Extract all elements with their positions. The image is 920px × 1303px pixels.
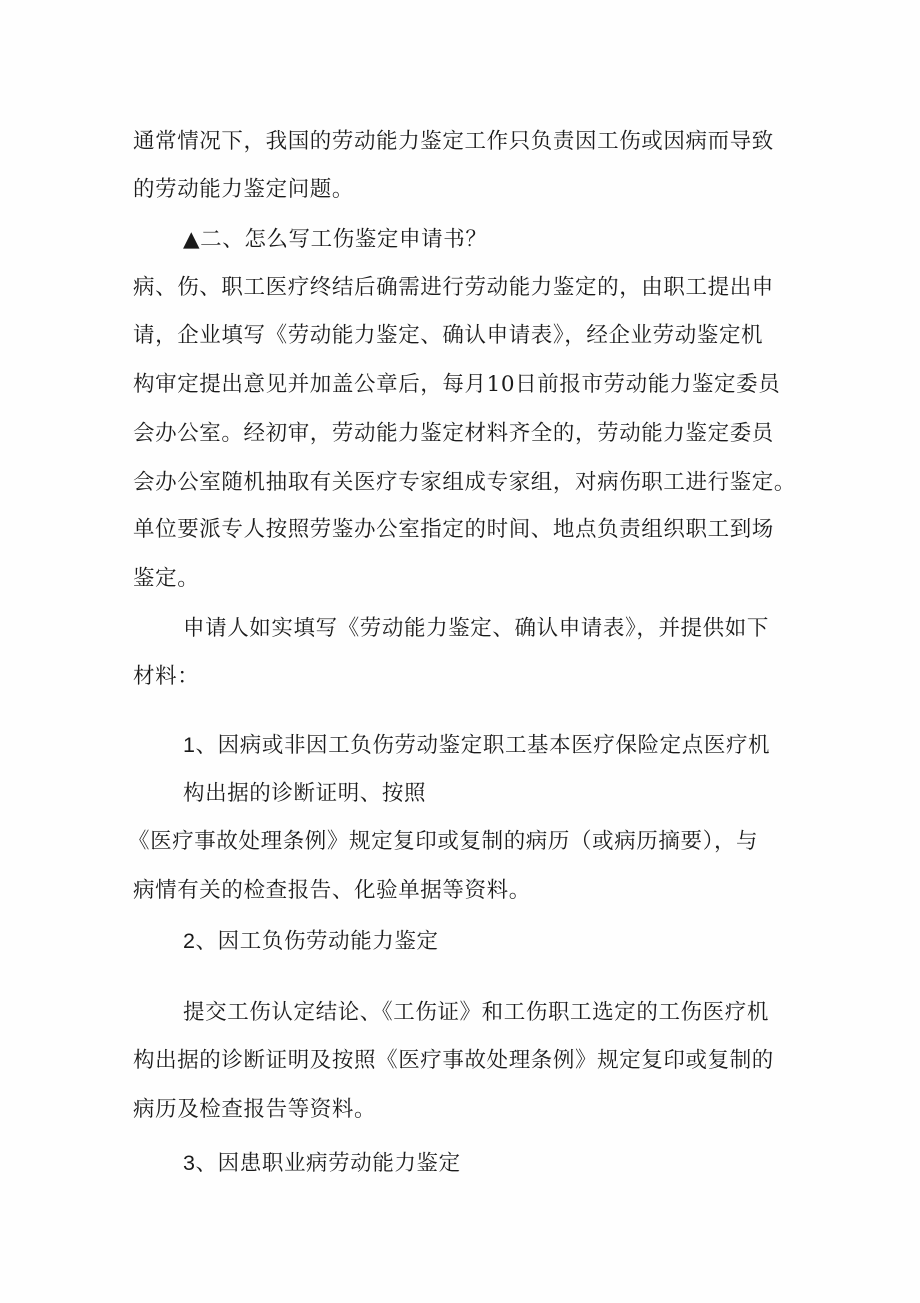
paragraph-line: 的劳动能力鉴定问题。 [133,177,355,202]
paragraph-line: 病历及检查报告等资料。 [133,1097,377,1122]
paragraph-line: 鉴定。 [133,566,200,591]
list-item-3: 3、因患职业病劳动能力鉴定 [183,1151,461,1175]
paragraph-line: 通常情况下，我国的劳动能力鉴定工作只负责因工伤或因病而导致 [133,129,774,154]
paragraph-line: 病情有关的检查报告、化验单据等资料。 [133,878,531,903]
paragraph-line: 申请人如实填写《劳动能力鉴定、确认申请表》，并提供如下 [183,616,769,641]
list-item-2: 2、因工负伤劳动能力鉴定 [183,929,439,953]
paragraph-line: 构审定提出意见并加盖公章后，每月10日前报市劳动能力鉴定委员 [133,372,781,397]
list-item-1: 1、因病或非因工负伤劳动鉴定职工基本医疗保险定点医疗机 [183,733,771,757]
section-heading: ▲二、怎么写工伤鉴定申请书？ [183,227,488,252]
paragraph-line: 会办公室。经初审，劳动能力鉴定材料齐全的，劳动能力鉴定委员 [133,421,774,446]
paragraph-line: 《医疗事故处理条例》规定复印或复制的病历（或病历摘要），与 [128,829,759,854]
paragraph-line: 病、伤、职工医疗终结后确需进行劳动能力鉴定的，由职工提出申 [133,275,774,300]
paragraph-line: 提交工伤认定结论、《工伤证》和工伤职工选定的工伤医疗机 [183,1000,769,1025]
paragraph-line: 请，企业填写《劳动能力鉴定、确认申请表》，经企业劳动鉴定机 [133,323,764,348]
paragraph-line: 单位要派专人按照劳鉴办公室指定的时间、地点负责组织职工到场 [133,517,774,542]
paragraph-line: 构出据的诊断证明及按照《医疗事故处理条例》规定复印或复制的 [133,1048,774,1073]
paragraph-line: 会办公室随机抽取有关医疗专家组成专家组，对病伤职工进行鉴定。 [133,470,797,495]
paragraph-line: 材料： [133,664,200,689]
list-item-1-continued: 构出据的诊断证明、按照 [183,781,427,806]
